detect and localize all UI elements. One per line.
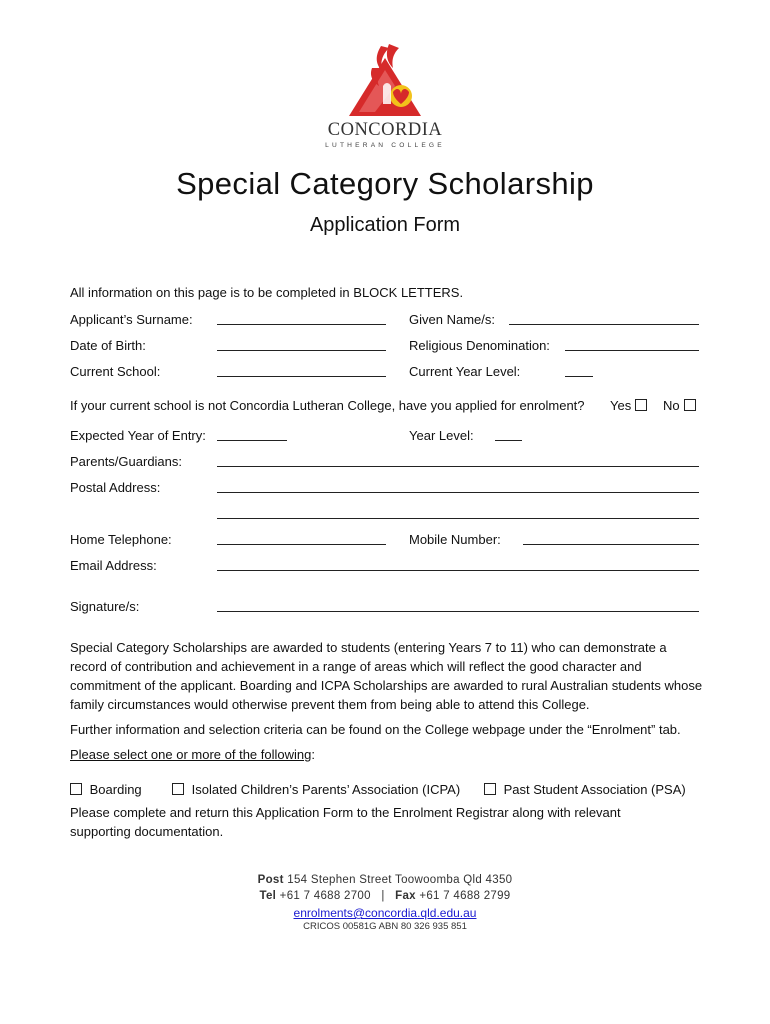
select-prompt: Please select one or more of the following: (70, 747, 315, 762)
surname-field[interactable] (217, 324, 386, 325)
mobile-field[interactable] (523, 544, 699, 545)
enrolment-question: If your current school is not Concordia Lutheran College, have you applied for enrolment? (70, 398, 585, 413)
year-level-field[interactable] (495, 440, 522, 441)
fax-value: +61 7 4688 2799 (419, 890, 511, 902)
expected-year-label: Expected Year of Entry: (70, 428, 206, 443)
postal-label: Postal Address: (70, 480, 161, 495)
given-names-field[interactable] (509, 324, 699, 325)
yes-option[interactable] (610, 398, 651, 413)
current-year-field[interactable] (565, 376, 593, 377)
parents-field[interactable] (217, 466, 699, 467)
home-phone-field[interactable] (217, 544, 386, 545)
closing-text: Please complete and return this Application Form to the Enrolment Registrar along with relevant supporting documentation. (70, 805, 621, 839)
college-subname: LUTHERAN COLLEGE (325, 142, 445, 149)
dob-label: Date of Birth: (70, 338, 146, 353)
footer-phone (0, 890, 770, 902)
psa-checkbox[interactable] (484, 783, 496, 795)
parents-label: Parents/Guardians: (70, 454, 183, 469)
boarding-label: Boarding (89, 782, 142, 797)
footer-cricos: CRICOS 00581G ABN 80 326 935 851 (303, 921, 467, 932)
current-school-label: Current School: (70, 364, 161, 379)
postal-field-line1[interactable] (217, 492, 699, 493)
further-info-text: Further information and selection criteria can be found on the College webpage under the “Enrolment” tab. (70, 722, 681, 737)
home-phone-label: Home Telephone: (70, 532, 172, 547)
icpa-checkbox[interactable] (172, 783, 184, 795)
scholarship-description: Special Category Scholarships are awarded to students (entering Years 7 to 11) who can demonstrate a record of contribution and achievement in a range of areas which will reflect the good character and commitment of the applicant. Boarding and ICPA Scholarships are awarded to rural Australian students whose family circumstances would otherwise prevent them from being able to attend this College. (70, 640, 703, 712)
psa-option[interactable] (480, 782, 686, 797)
college-logo (318, 42, 452, 149)
no-checkbox[interactable] (684, 399, 696, 411)
instruction-text: All information on this page is to be completed in BLOCK LETTERS. (70, 285, 464, 300)
signature-label: Signature/s: (70, 599, 140, 614)
college-name: CONCORDIA (327, 120, 443, 140)
signature-field[interactable] (217, 611, 699, 612)
dob-field[interactable] (217, 350, 386, 351)
fax-label: Fax (395, 890, 416, 902)
footer-email-link[interactable]: enrolments@concordia.qld.edu.au (293, 906, 477, 920)
select-prompt-text: Please select one or more of the following (70, 747, 312, 762)
religion-label: Religious Denomination: (409, 338, 550, 353)
no-label: No (663, 398, 680, 413)
year-level-label: Year Level: (409, 428, 474, 443)
psa-label: Past Student Association (PSA) (503, 782, 686, 797)
footer-post (0, 874, 770, 886)
current-year-label: Current Year Level: (409, 364, 521, 379)
email-label: Email Address: (70, 558, 157, 573)
email-field[interactable] (217, 570, 699, 571)
icpa-label: Isolated Children’s Parents’ Association (ICPA) (191, 782, 461, 797)
boarding-checkbox[interactable] (70, 783, 82, 795)
concordia-emblem-icon (345, 42, 425, 118)
expected-year-field[interactable] (217, 440, 287, 441)
post-label: Post (257, 874, 284, 886)
icpa-option[interactable] (168, 782, 460, 797)
yes-label: Yes (610, 398, 632, 413)
post-value: 154 Stephen Street Toowoomba Qld 4350 (287, 874, 513, 886)
footer-separator: | (381, 890, 385, 902)
mobile-label: Mobile Number: (409, 532, 501, 547)
yes-checkbox[interactable] (635, 399, 647, 411)
tel-value: +61 7 4688 2700 (279, 890, 371, 902)
religion-field[interactable] (565, 350, 699, 351)
surname-label: Applicant’s Surname: (70, 312, 193, 327)
boarding-option[interactable] (66, 782, 142, 797)
postal-field-line2[interactable] (217, 518, 699, 519)
given-names-label: Given Name/s: (409, 312, 495, 327)
current-school-field[interactable] (217, 376, 386, 377)
no-option[interactable] (663, 398, 700, 413)
page-subtitle: Application Form (309, 214, 461, 236)
tel-label: Tel (259, 890, 277, 902)
page-title: Special Category Scholarship (176, 166, 594, 201)
